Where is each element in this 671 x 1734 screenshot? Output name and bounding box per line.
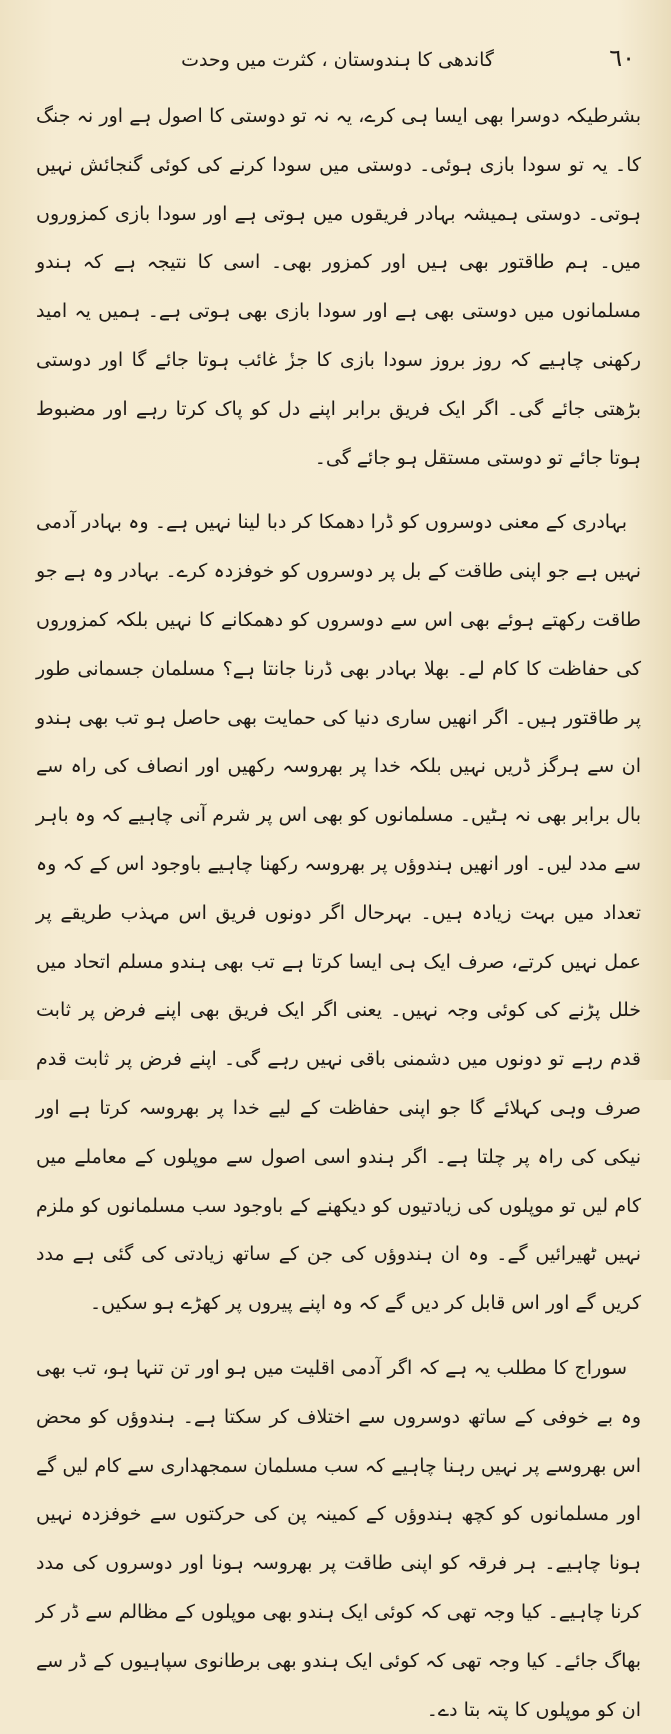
running-title: گاندھی کا ہندوستان ، کثرت میں وحدت bbox=[181, 49, 494, 71]
page-header bbox=[40, 40, 635, 80]
paragraph-1: بشرطیکہ دوسرا بھی ایسا ہی کرے، یہ نہ تو دوستی کا اصول ہے اور نہ جنگ کا۔ یہ تو سودا بازی ہوئی۔ دوستی میں سودا کرنے کی کوئی گنجائش نہیں ہوتی۔ دوستی ہمیشہ بہادر فریقوں میں ہوتی ہے اور سودا بازی کمزوروں میں۔ ہم طاقتور بھی ہیں اور کمزور بھی۔ اسی کا نتیجہ ہے کہ ہندو مسلمانوں میں دوستی بھی ہے اور سودا بازی بھی ہوتی ہے۔ ہمیں یہ امید رکھنی چاہیے کہ روز بروز سودا بازی کا جزٔ غائب ہوتا جائے گا اور دوستی بڑھتی جائے گی۔ اگر ایک فریق برابر اپنے دل کو پاک کرتا رہے اور مضبوط ہوتا جائے تو دوستی مستقل ہو جائے گی۔ bbox=[36, 105, 641, 469]
paragraph-3: سوراج کا مطلب یہ ہے کہ اگر آدمی اقلیت میں ہو اور تن تنہا ہو، تب بھی وہ بے خوفی کے ساتھ دوسروں سے اختلاف کر سکتا ہے۔ ہندوؤں کو محض اس بھروسے پر نہیں رہنا چاہیے کہ سب مسلمان سمجھداری سے کام لیں گے اور مسلمانوں کو کچھ ہندوؤں کے کمینہ پن کی حرکتوں سے خوفزدہ نہیں ہونا چاہیے۔ ہر فرقہ کو اپنی طاقت پر بھروسہ ہونا اور دوسروں کی مدد کرنا چاہیے۔ کیا وجہ تھی کہ کوئی ایک ہندو بھی موپلوں کے مظالم سے ڈر کر بھاگ جائے۔ کیا وجہ تھی کہ کوئی ایک ہندو بھی برطانوی سپاہیوں کے ڈر سے ان کو موپلوں کا پتہ بتا دے۔ bbox=[36, 1356, 641, 1721]
page-number: ٦٠ bbox=[609, 44, 635, 72]
paragraph-2: بہادری کے معنی دوسروں کو ڈرا دھمکا کر دبا لینا نہیں ہے۔ وہ بہادر آدمی نہیں ہے جو اپنی طاقت کے بل پر دوسروں کو خوفزدہ کرے۔ بہادر وہ ہے جو طاقت رکھتے ہوئے بھی اس سے دوسروں کو دھمکانے کا نہیں بلکہ کمزوروں کی حفاظت کا کام لے۔ بھلا بہادر بھی ڈرنا جانتا ہے؟ مسلمان جسمانی طور پر طاقتور ہیں۔ اگر انھیں ساری دنیا کی حمایت بھی حاصل ہو تب بھی ہندو ان سے ہرگز ڈریں نہیں بلکہ خدا پر بھروسہ رکھیں اور انصاف کی راہ سے بال برابر بھی نہ ہٹیں۔ مسلمانوں کو بھی اس پر شرم آنی چاہیے کہ وہ باہر سے مدد لیں۔ اور انھیں ہندوؤں پر بھروسہ رکھنا چاہیے باوجود اس کے کہ وہ تعداد میں بہت زیادہ ہیں۔ بہرحال اگر دونوں فریق اس مہذب طریقے پر عمل نہیں کرتے، صرف ایک ہی ایسا کرتا ہے تب بھی ہندو مسلم اتحاد میں خلل پڑنے کی کوئی وجہ نہیں۔ یعنی اگر ایک فریق بھی اپنے فرض پر ثابت قدم رہے تو دونوں میں دشمنی باقی نہیں رہے گی۔ اپنے فرض پر ثابت قدم صرف وہی کہلائے گا جو اپنی حفاظت کے لیے خدا پر بھروسہ کرتا ہے اور نیکی کی راہ پر چلتا ہے۔ اگر ہندو اسی اصول سے موپلوں کے معاملے میں کام لیں تو موپلوں کی زیادتیوں کو دیکھنے کے باوجود سب مسلمانوں کو ملزم نہیں ٹھیرائیں گے۔ وہ ان ہندوؤں کی جن کے ساتھ زیادتی کی گئی ہے مدد کریں گے اور اس قابل کر دیں گے کہ وہ اپنے پیروں پر کھڑے ہو سکیں۔ bbox=[36, 511, 641, 1315]
page-body bbox=[36, 92, 641, 1721]
